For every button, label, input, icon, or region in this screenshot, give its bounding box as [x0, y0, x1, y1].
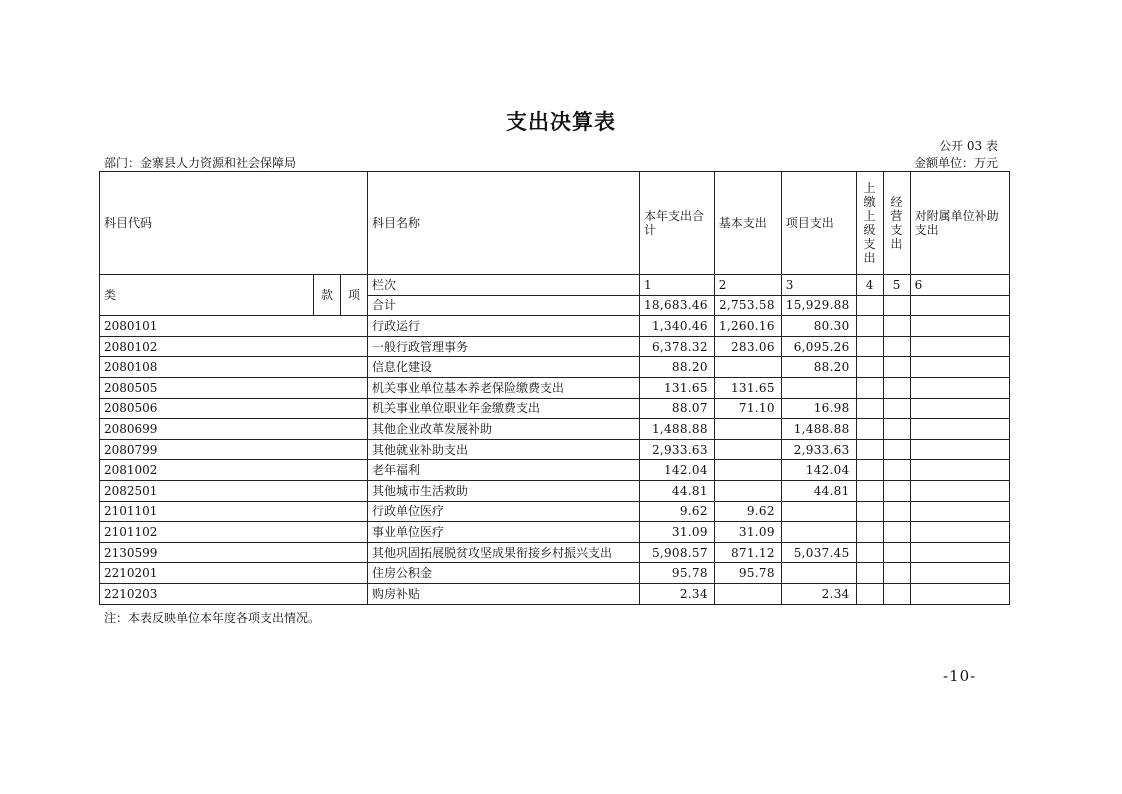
row-basic: 871.12 [714, 542, 781, 563]
col-index-6: 6 [910, 275, 1009, 296]
row-code: 2081002 [100, 460, 368, 481]
row-code: 2130599 [100, 542, 368, 563]
row-project [781, 501, 856, 522]
row-basic: 131.65 [714, 377, 781, 398]
row-total: 88.07 [640, 398, 715, 419]
row-total: 5,908.57 [640, 542, 715, 563]
row-project: 16.98 [781, 398, 856, 419]
row-total: 142.04 [640, 460, 715, 481]
row-basic: 31.09 [714, 522, 781, 543]
page-title: 支出决算表 [506, 109, 616, 134]
row-upper [856, 439, 883, 460]
row-subsidy [910, 419, 1009, 440]
row-project: 44.81 [781, 480, 856, 501]
header-project: 项目支出 [781, 172, 856, 275]
amount-unit-label: 金额单位：万元 [913, 156, 998, 170]
row-upper [856, 357, 883, 378]
row-business [883, 357, 910, 378]
table-row [100, 336, 1010, 357]
row-total: 9.62 [640, 501, 715, 522]
column-index-row [100, 275, 1010, 296]
row-upper [856, 480, 883, 501]
row-code: 2080108 [100, 357, 368, 378]
total-business [883, 295, 910, 316]
row-business [883, 398, 910, 419]
row-code: 2082501 [100, 480, 368, 501]
department-label: 部门：金寨县人力资源和社会保障局 [104, 156, 297, 170]
row-business [883, 583, 910, 604]
form-number: 公开 03 表 [939, 139, 998, 153]
sub-xiang: 项 [341, 275, 368, 316]
row-project: 80.30 [781, 316, 856, 337]
table-row [100, 439, 1010, 460]
row-code: 2080505 [100, 377, 368, 398]
header-row [100, 172, 1010, 275]
row-code: 2101101 [100, 501, 368, 522]
row-total: 131.65 [640, 377, 715, 398]
row-name: 信息化建设 [368, 357, 640, 378]
row-upper [856, 460, 883, 481]
total-upper [856, 295, 883, 316]
row-upper [856, 563, 883, 584]
row-business [883, 522, 910, 543]
header-subsidy: 对附属单位补助支出 [910, 172, 1009, 275]
row-total: 88.20 [640, 357, 715, 378]
row-name: 一般行政管理事务 [368, 336, 640, 357]
row-basic: 1,260.16 [714, 316, 781, 337]
sub-lei: 类 [100, 275, 314, 316]
row-code: 2080102 [100, 336, 368, 357]
row-business [883, 419, 910, 440]
row-business [883, 563, 910, 584]
row-business [883, 542, 910, 563]
row-code: 2210201 [100, 563, 368, 584]
page-number: -10- [943, 667, 977, 685]
row-basic: 95.78 [714, 563, 781, 584]
row-name: 其他企业改革发展补助 [368, 419, 640, 440]
row-business [883, 460, 910, 481]
row-project: 5,037.45 [781, 542, 856, 563]
row-business [883, 377, 910, 398]
row-total: 2.34 [640, 583, 715, 604]
row-name: 机关事业单位职业年金缴费支出 [368, 398, 640, 419]
row-code: 2101102 [100, 522, 368, 543]
row-subsidy [910, 542, 1009, 563]
table-note: 注：本表反映单位本年度各项支出情况。 [104, 611, 321, 625]
row-total: 6,378.32 [640, 336, 715, 357]
row-upper [856, 522, 883, 543]
row-upper [856, 419, 883, 440]
row-name: 行政运行 [368, 316, 640, 337]
row-project: 142.04 [781, 460, 856, 481]
header-basic: 基本支出 [714, 172, 781, 275]
row-subsidy [910, 460, 1009, 481]
row-name: 其他就业补助支出 [368, 439, 640, 460]
row-total: 1,340.46 [640, 316, 715, 337]
row-project: 2.34 [781, 583, 856, 604]
row-code: 2080506 [100, 398, 368, 419]
row-name: 行政单位医疗 [368, 501, 640, 522]
col-index-5: 5 [883, 275, 910, 296]
table-row [100, 480, 1010, 501]
table-row [100, 583, 1010, 604]
row-name: 老年福利 [368, 460, 640, 481]
row-subsidy [910, 522, 1009, 543]
header-name: 科目名称 [368, 172, 640, 275]
row-name: 住房公积金 [368, 563, 640, 584]
row-total: 1,488.88 [640, 419, 715, 440]
header-code: 科目代码 [100, 172, 368, 275]
total-subsidy [910, 295, 1009, 316]
table-row [100, 501, 1010, 522]
row-upper [856, 501, 883, 522]
row-name: 其他城市生活救助 [368, 480, 640, 501]
row-code: 2080699 [100, 419, 368, 440]
row-subsidy [910, 583, 1009, 604]
table-row [100, 542, 1010, 563]
row-name: 其他巩固拓展脱贫攻坚成果衔接乡村振兴支出 [368, 542, 640, 563]
row-project [781, 522, 856, 543]
table-row [100, 563, 1010, 584]
col-index-4: 4 [856, 275, 883, 296]
row-code: 2080799 [100, 439, 368, 460]
row-project: 2,933.63 [781, 439, 856, 460]
row-name: 机关事业单位基本养老保险缴费支出 [368, 377, 640, 398]
row-total: 31.09 [640, 522, 715, 543]
row-basic [714, 419, 781, 440]
row-business [883, 439, 910, 460]
row-basic [714, 357, 781, 378]
total-project: 15,929.88 [781, 295, 856, 316]
row-business [883, 336, 910, 357]
row-total: 44.81 [640, 480, 715, 501]
total-label: 合计 [368, 295, 640, 316]
header-upper: 上 缴 上 级 支 出 [856, 172, 883, 275]
sub-lanci: 栏次 [368, 275, 640, 296]
row-basic [714, 460, 781, 481]
row-subsidy [910, 501, 1009, 522]
total-basic: 2,753.58 [714, 295, 781, 316]
row-basic: 283.06 [714, 336, 781, 357]
row-upper [856, 316, 883, 337]
row-project: 88.20 [781, 357, 856, 378]
row-subsidy [910, 480, 1009, 501]
total-total: 18,683.46 [640, 295, 715, 316]
row-project: 6,095.26 [781, 336, 856, 357]
row-subsidy [910, 563, 1009, 584]
row-basic [714, 480, 781, 501]
row-upper [856, 377, 883, 398]
row-basic: 71.10 [714, 398, 781, 419]
table-row [100, 357, 1010, 378]
row-basic: 9.62 [714, 501, 781, 522]
row-upper [856, 542, 883, 563]
row-subsidy [910, 377, 1009, 398]
row-name: 事业单位医疗 [368, 522, 640, 543]
row-business [883, 480, 910, 501]
row-upper [856, 336, 883, 357]
expenditure-table [99, 171, 1010, 605]
row-subsidy [910, 398, 1009, 419]
table-row [100, 377, 1010, 398]
col-index-3: 3 [781, 275, 856, 296]
row-subsidy [910, 439, 1009, 460]
table-row [100, 316, 1010, 337]
row-business [883, 501, 910, 522]
row-project: 1,488.88 [781, 419, 856, 440]
table-row [100, 460, 1010, 481]
row-subsidy [910, 357, 1009, 378]
row-upper [856, 398, 883, 419]
row-total: 95.78 [640, 563, 715, 584]
table-row [100, 398, 1010, 419]
row-business [883, 316, 910, 337]
row-code: 2080101 [100, 316, 368, 337]
row-project [781, 377, 856, 398]
header-total: 本年支出合计 [640, 172, 715, 275]
row-basic [714, 583, 781, 604]
row-subsidy [910, 316, 1009, 337]
row-basic [714, 439, 781, 460]
row-name: 购房补贴 [368, 583, 640, 604]
header-business: 经 营 支 出 [883, 172, 910, 275]
table-row [100, 522, 1010, 543]
table-row [100, 419, 1010, 440]
row-subsidy [910, 336, 1009, 357]
col-index-2: 2 [714, 275, 781, 296]
row-project [781, 563, 856, 584]
sub-kuan: 款 [314, 275, 341, 316]
row-total: 2,933.63 [640, 439, 715, 460]
row-code: 2210203 [100, 583, 368, 604]
col-index-1: 1 [640, 275, 715, 296]
row-upper [856, 583, 883, 604]
